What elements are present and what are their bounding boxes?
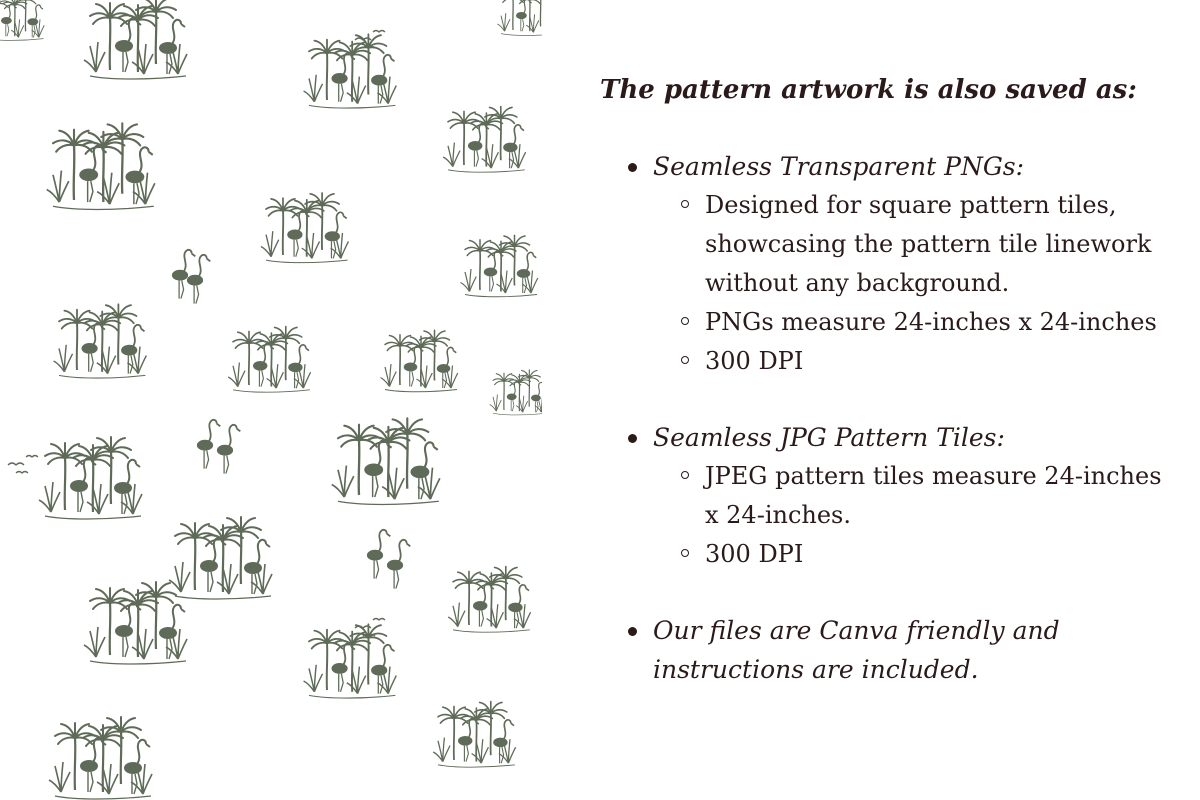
flamingo-palm-toile-pattern <box>0 0 542 800</box>
list-item-canva <box>600 611 1180 689</box>
palm-flamingo-scene-motif <box>84 582 187 664</box>
palm-flamingo-scene-motif <box>47 123 155 209</box>
palm-flamingo-scene-motif <box>304 624 397 698</box>
heading: The pattern artwork is also saved as: <box>600 75 1137 105</box>
flamingo-motif <box>367 530 390 579</box>
palm-flamingo-scene-motif <box>381 330 458 392</box>
palm-flamingo-scene-motif <box>54 304 147 378</box>
palm-flamingo-scene-motif <box>443 107 525 173</box>
palm-flamingo-scene-motif <box>228 327 310 393</box>
sub-list-item: Designed for square pattern tiles, showcasing the pattern tile linework without any background. <box>653 186 1180 303</box>
bullet-ring-icon <box>681 200 689 208</box>
section-title: Seamless Transparent PNGs: <box>653 152 1025 181</box>
flamingo-motif <box>197 420 220 469</box>
palm-flamingo-scene-motif <box>169 517 272 599</box>
list-item-transparent-pngs <box>600 147 1180 381</box>
palm-flamingo-scene-motif <box>261 193 349 263</box>
feature-list-panel <box>600 70 1180 726</box>
palm-flamingo-scene-motif <box>461 235 538 297</box>
palm-flamingo-scene-motif <box>490 370 542 415</box>
bullet-dot-icon <box>628 163 637 172</box>
palm-flamingo-scene-motif <box>433 702 515 768</box>
palm-flamingo-scene-motif <box>39 437 142 519</box>
sub-list-item: 300 DPI <box>653 342 1180 381</box>
flamingo-motif <box>187 255 210 304</box>
list-item-jpg-tiles <box>600 418 1180 574</box>
palm-flamingo-scene-motif <box>497 0 542 35</box>
sub-list-item: 300 DPI <box>653 535 1180 574</box>
bird-flock-motif <box>8 456 38 474</box>
bullet-ring-icon <box>681 317 689 325</box>
section-title: Seamless JPG Pattern Tiles: <box>653 423 1005 452</box>
bullet-dot-icon <box>628 434 637 443</box>
palm-flamingo-scene-motif <box>84 0 187 79</box>
palm-flamingo-scene-motif <box>49 717 152 799</box>
format-list <box>600 147 1180 689</box>
palm-flamingo-scene-motif <box>332 418 440 504</box>
flamingo-motif <box>387 540 410 589</box>
flamingo-motif <box>217 425 240 474</box>
bullet-ring-icon <box>681 549 689 557</box>
flamingo-motif <box>172 250 195 299</box>
sub-list <box>653 186 1180 381</box>
section-title: Our files are Canva friendly and instructions are included. <box>653 616 1060 684</box>
sub-list <box>653 457 1180 574</box>
sub-list-item: JPEG pattern tiles measure 24-inches x 24-inches. <box>653 457 1180 535</box>
bullet-ring-icon <box>681 356 689 364</box>
bullet-dot-icon <box>628 627 637 636</box>
bullet-ring-icon <box>681 471 689 479</box>
palm-flamingo-scene-motif <box>0 0 44 40</box>
palm-flamingo-scene-motif <box>304 34 397 108</box>
sub-list-item: PNGs measure 24-inches x 24-inches <box>653 303 1180 342</box>
pattern-preview <box>0 0 542 800</box>
palm-flamingo-scene-motif <box>448 567 530 633</box>
